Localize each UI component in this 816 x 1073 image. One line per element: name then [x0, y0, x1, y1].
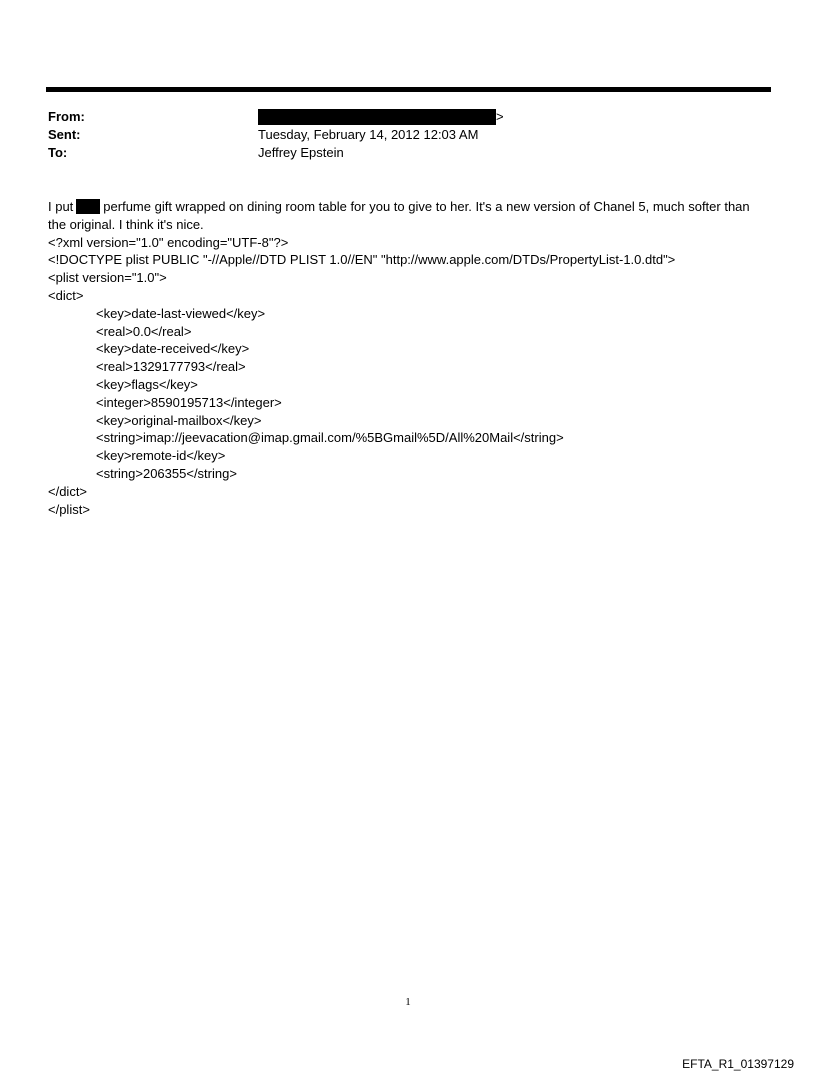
document-id: EFTA_R1_01397129: [682, 1057, 794, 1071]
name-redaction: [76, 199, 100, 214]
page-number: 1: [405, 996, 411, 1008]
message-text-start: I put: [48, 199, 74, 214]
message-paragraph: [48, 198, 768, 234]
plist-line: <real>1329177793</real>: [96, 359, 246, 375]
from-label: From:: [48, 109, 85, 124]
from-row: [48, 108, 768, 126]
sent-row: [48, 126, 768, 144]
to-row: [48, 144, 768, 162]
from-suffix: >: [496, 109, 504, 124]
message-text-rest: perfume gift wrapped on dining room table for you to give to her. It's a new version of Chanel 5, much softer than the original. I think it's nice.: [48, 199, 750, 232]
sent-label: Sent:: [48, 127, 81, 142]
plist-line: <string>imap://jeevacation@imap.gmail.com/%5BGmail%5D/All%20Mail</string>: [96, 430, 564, 446]
plist-line: <plist version="1.0">: [48, 270, 167, 286]
plist-line: <string>206355</string>: [96, 465, 237, 481]
to-label: To:: [48, 145, 68, 160]
plist-line: <key>flags</key>: [96, 376, 198, 392]
plist-block: [48, 234, 768, 519]
plist-line: <key>remote-id</key>: [96, 448, 226, 464]
plist-line: </plist>: [48, 501, 90, 517]
plist-line: </dict>: [48, 483, 88, 499]
to-value: Jeffrey Epstein: [258, 145, 344, 160]
plist-line: <real>0.0</real>: [96, 323, 192, 339]
header-rule: [46, 87, 771, 92]
email-header: [48, 108, 768, 162]
plist-line: <!DOCTYPE plist PUBLIC "-//Apple//DTD PLIST 1.0//EN" "http://www.apple.com/DTDs/PropertyList-1.0.dtd">: [48, 252, 676, 268]
plist-line: <key>date-received</key>: [96, 341, 250, 357]
email-body: [48, 198, 768, 518]
from-value: [258, 108, 504, 126]
plist-line: <integer>8590195713</integer>: [96, 394, 282, 410]
plist-line: <key>date-last-viewed</key>: [96, 305, 266, 321]
plist-line: <dict>: [48, 287, 84, 303]
plist-line: <key>original-mailbox</key>: [96, 412, 262, 428]
sent-value: Tuesday, February 14, 2012 12:03 AM: [258, 127, 479, 142]
sender-redaction: [258, 109, 496, 125]
plist-line: <?xml version="1.0" encoding="UTF-8"?>: [48, 234, 289, 250]
